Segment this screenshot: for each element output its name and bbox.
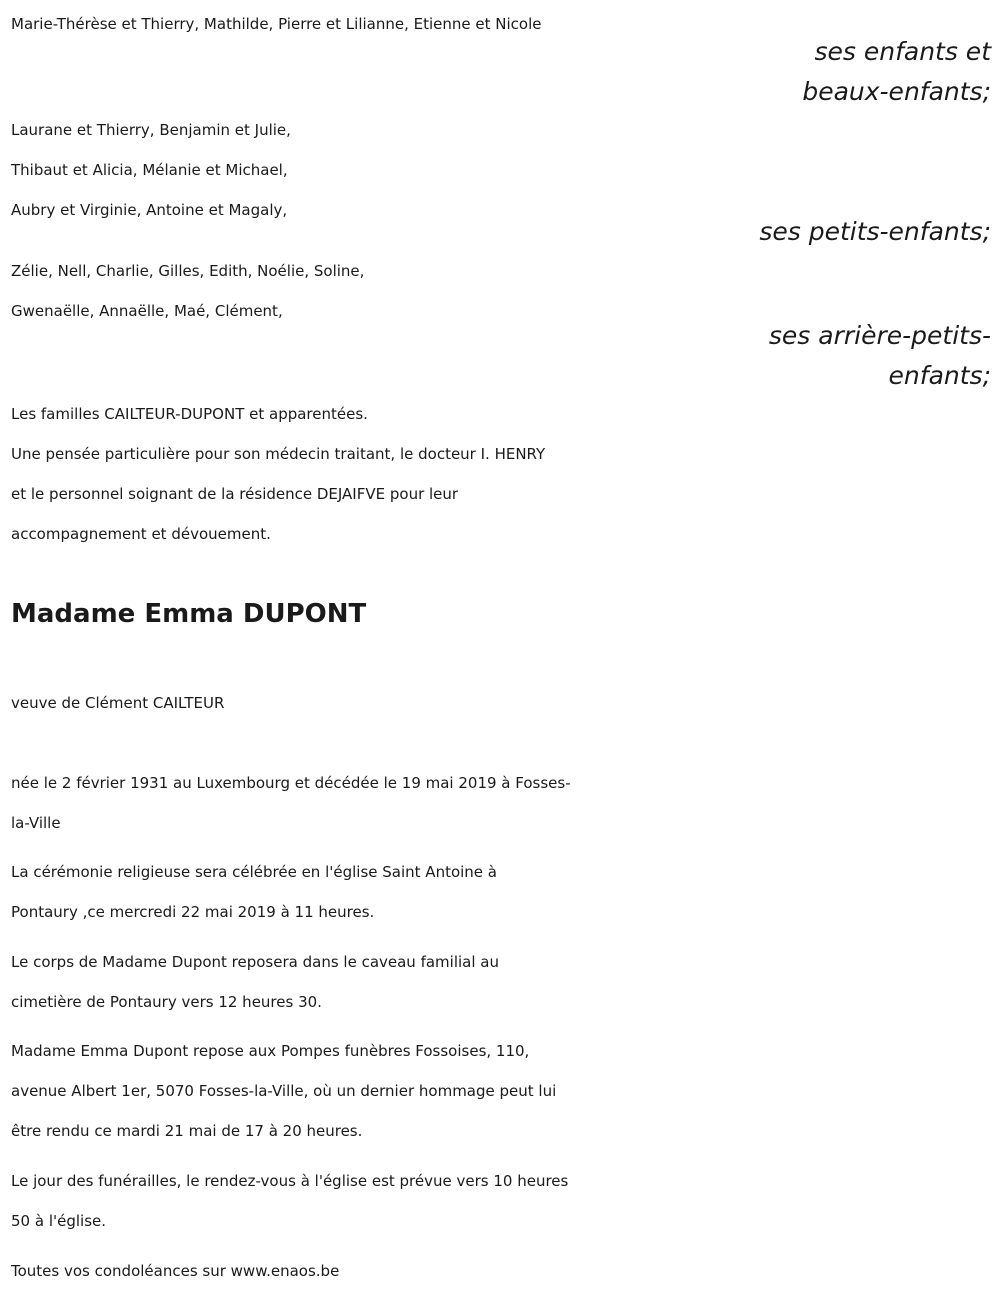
grandchildren-label: [11, 212, 991, 252]
deceased-name-heading: [11, 592, 991, 636]
ceremony-line1: La cérémonie religieuse sera célébrée en l'église Saint Antoine à: [11, 863, 497, 881]
great-grandchildren-label-line2: enfants;: [888, 361, 991, 390]
grandchildren-line3: Aubry et Virginie, Antoine et Magaly,: [11, 201, 288, 219]
families-line2: Une pensée particulière pour son médecin traitant, le docteur I. HENRY: [11, 445, 546, 463]
rest-line3: être rendu ce mardi 21 mai de 17 à 20 heures.: [11, 1122, 363, 1140]
children-label: [11, 32, 991, 112]
widow-of: veuve de Clément CAILTEUR: [11, 694, 225, 712]
families-line1: Les familles CAILTEUR-DUPONT et apparentées.: [11, 405, 368, 423]
birth-death-line1: née le 2 février 1931 au Luxembourg et décédée le 19 mai 2019 à Fosses-: [11, 774, 571, 792]
meeting-line2: 50 à l'église.: [11, 1212, 107, 1230]
condolences-text: Toutes vos condoléances sur www.enaos.be: [11, 1262, 340, 1280]
meeting-section: [11, 1161, 991, 1241]
meeting-line1: Le jour des funérailles, le rendez-vous à l'église est prévue vers 10 heures: [11, 1172, 569, 1190]
families-section: [11, 394, 991, 554]
children-label-line2: beaux-enfants;: [802, 77, 991, 106]
ceremony-section: [11, 852, 991, 932]
burial-line1: Le corps de Madame Dupont reposera dans le caveau familial au: [11, 953, 499, 971]
ceremony-line2: Pontaury ,ce mercredi 22 mai 2019 à 11 heures.: [11, 903, 375, 921]
great-grandchildren-line1: Zélie, Nell, Charlie, Gilles, Edith, Noélie, Soline,: [11, 262, 365, 280]
children-label-line1: ses enfants et: [814, 37, 991, 66]
rest-line2: avenue Albert 1er, 5070 Fosses-la-Ville, où un dernier hommage peut lui: [11, 1082, 557, 1100]
rest-section: [11, 1031, 991, 1151]
burial-section: [11, 942, 991, 1022]
deceased-name: Madame Emma DUPONT: [11, 599, 367, 629]
families-line4: accompagnement et dévouement.: [11, 525, 271, 543]
widow-of-section: [11, 683, 991, 723]
grandchildren-line1: Laurane et Thierry, Benjamin et Julie,: [11, 121, 291, 139]
families-line3: et le personnel soignant de la résidence DEJAIFVE pour leur: [11, 485, 459, 503]
great-grandchildren-label-line1: ses arrière-petits-: [768, 321, 991, 350]
great-grandchildren-label: [11, 316, 991, 396]
grandchildren-line2: Thibaut et Alicia, Mélanie et Michael,: [11, 161, 288, 179]
condolences-section: [11, 1251, 991, 1291]
great-grandchildren-line2: Gwenaëlle, Annaëlle, Maé, Clément,: [11, 302, 283, 320]
birth-death-line2: la-Ville: [11, 814, 61, 832]
rest-line1: Madame Emma Dupont repose aux Pompes funèbres Fossoises, 110,: [11, 1042, 530, 1060]
birth-death-section: [11, 763, 991, 843]
children-names: Marie-Thérèse et Thierry, Mathilde, Pierre et Lilianne, Etienne et Nicole: [11, 15, 542, 33]
burial-line2: cimetière de Pontaury vers 12 heures 30.: [11, 993, 322, 1011]
grandchildren-label-text: ses petits-enfants;: [759, 217, 991, 246]
